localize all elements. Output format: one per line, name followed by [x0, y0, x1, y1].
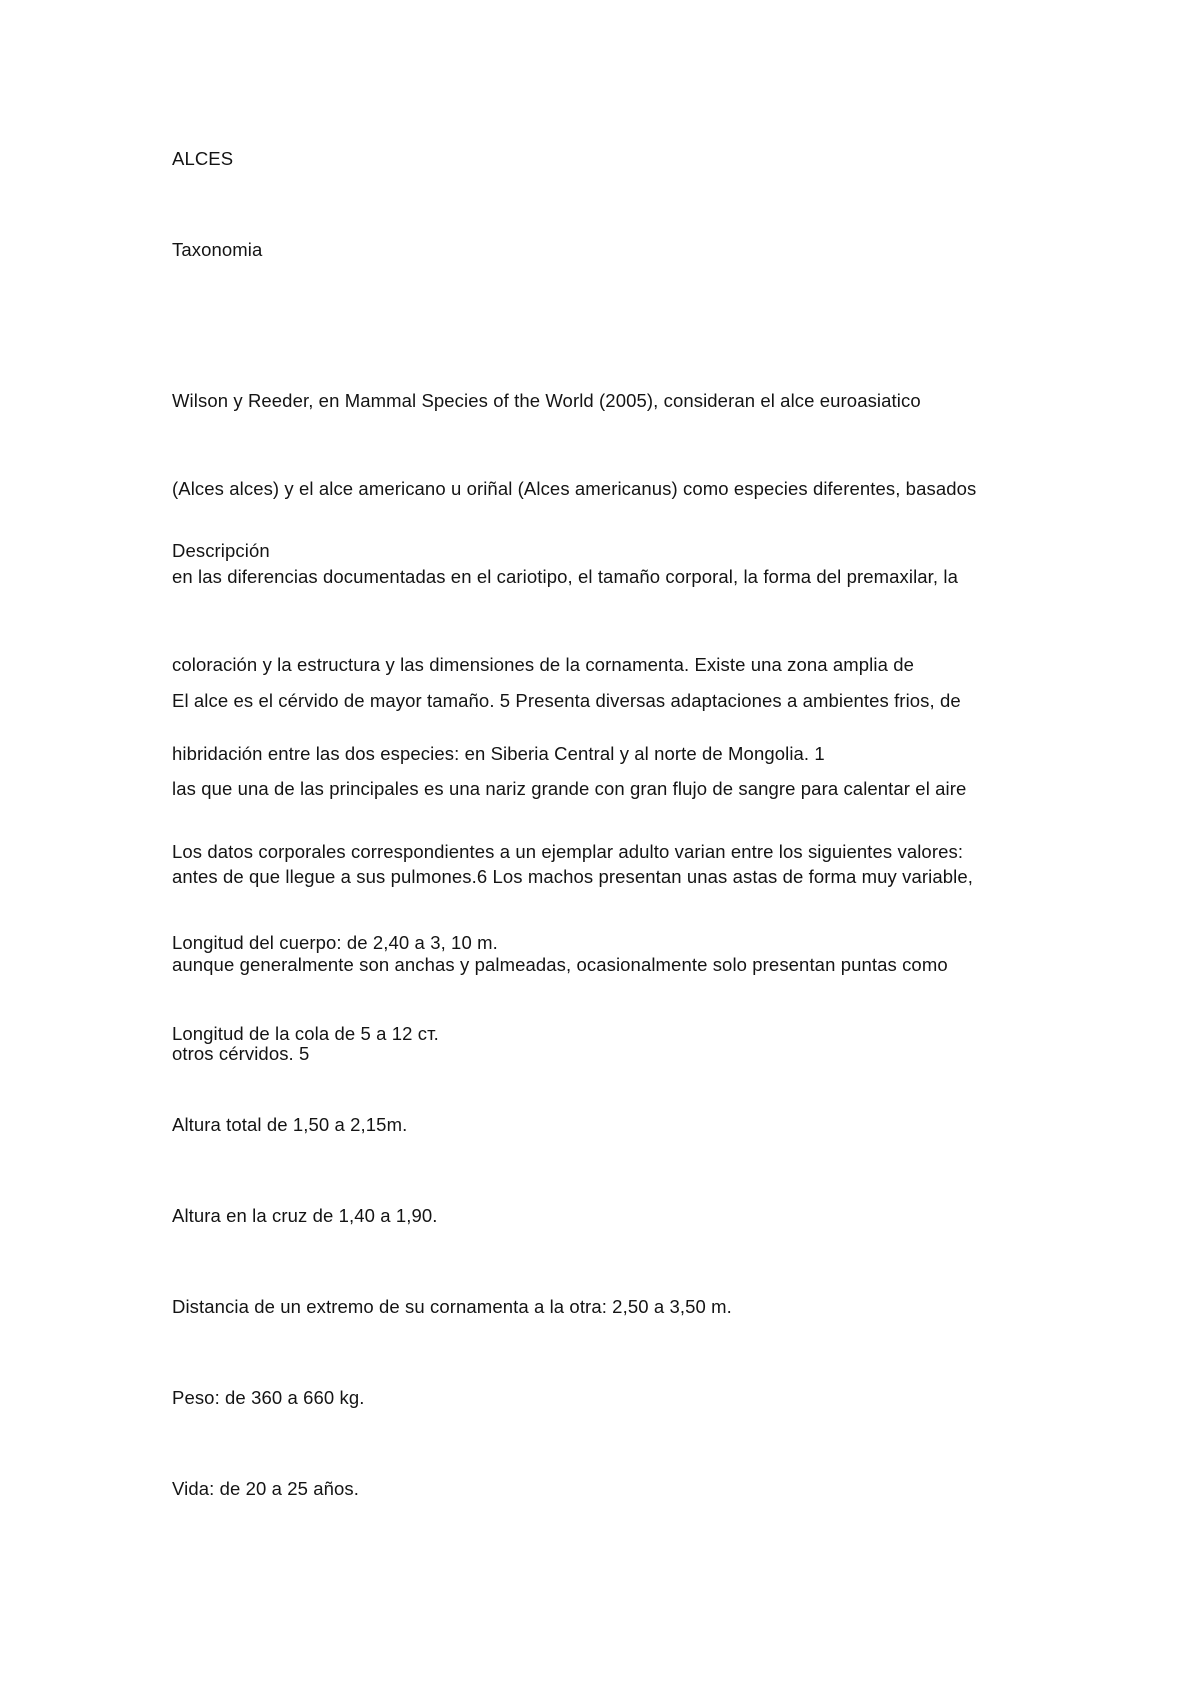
dato-distancia-cornamenta: Distancia de un extremo de su cornamenta a la otra: 2,50 a 3,50 m.: [172, 1296, 732, 1317]
document-title: ALCES: [172, 148, 234, 169]
paragraph-line: hibridación entre las dos especies: en Siberia Central y al norte de Mongolia. 1: [172, 742, 825, 764]
paragraph-line: aunque generalmente son anchas y palmeadas, ocasionalmente solo presentan puntas como: [172, 954, 948, 976]
dato-altura-cruz: Altura en la cruz de 1,40 a 1,90.: [172, 1205, 438, 1226]
paragraph-line: las que una de las principales es una nariz grande con gran flujo de sangre para calentar el aire: [172, 778, 967, 800]
paragraph-line: otros cérvidos. 5: [172, 1042, 310, 1064]
paragraph-line: antes de que llegue a sus pulmones.6 Los machos presentan unas astas de forma muy variable,: [172, 866, 973, 888]
dato-longitud-cuerpo: Longitud del cuerpo: de 2,40 a 3, 10 m.: [172, 932, 498, 953]
paragraph-line: en las diferencias documentadas en el cariotipo, el tamaño corporal, la forma del premaxilar, la: [172, 566, 958, 588]
paragraph-line: Wilson y Reeder, en Mammal Species of the World (2005), consideran el alce euroasiatico: [172, 389, 921, 411]
descripcion-paragraph: [172, 627, 1052, 1127]
dato-vida: Vida: de 20 a 25 años.: [172, 1478, 360, 1499]
paragraph-line: coloración y la estructura y las dimensiones de la cornamenta. Existe una zona amplia de: [172, 654, 914, 676]
dato-longitud-cola: Longitud de la cola de 5 a 12 cт.: [172, 1023, 439, 1044]
section-heading-descripcion: Descripción: [172, 540, 270, 561]
dato-altura-total: Altura total de 1,50 a 2,15m.: [172, 1114, 408, 1135]
paragraph-line: El alce es el cérvido de mayor tamaño. 5 Presenta diversas adaptaciones a ambientes frios, de: [172, 689, 961, 711]
paragraph-line: (Alces alces) y el alce americano u oriñal (Alces americanus) como especies diferentes, basados: [172, 478, 977, 500]
datos-intro: Los datos corporales correspondientes a un ejemplar adulto varian entre los siguientes valores:: [172, 841, 964, 862]
dato-peso: Peso: de 360 a 660 kg.: [172, 1387, 365, 1408]
section-heading-taxonomia: Taxonomia: [172, 239, 263, 260]
